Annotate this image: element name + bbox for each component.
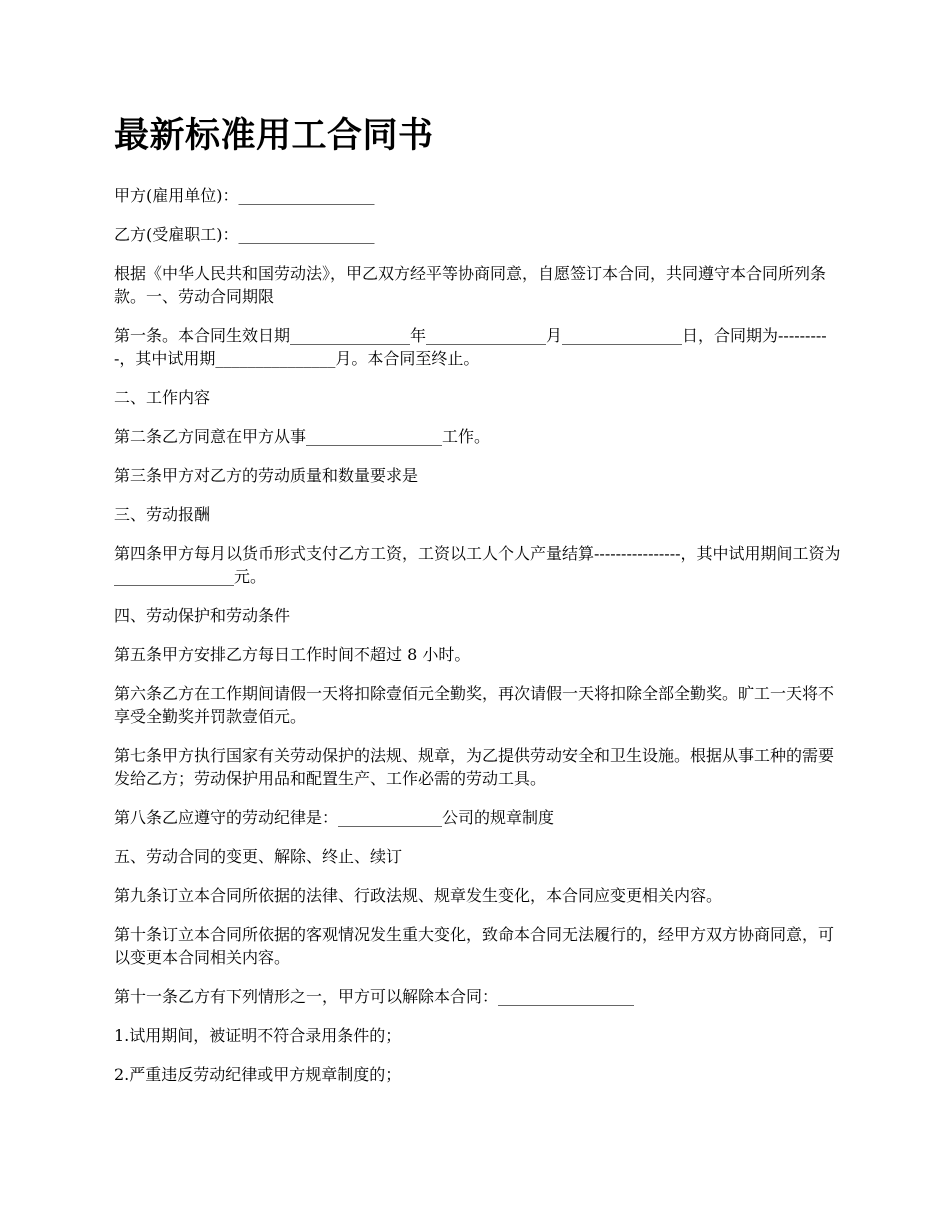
- article-4: 第四条甲方每月以货币形式支付乙方工资，工资以工人个人产量结算----------------，其中试用期间工资为_______________元。: [114, 544, 841, 586]
- list-item-1: 1.试用期间，被证明不符合录用条件的；: [114, 1026, 402, 1045]
- section-5-heading: 五、劳动合同的变更、解除、终止、续订: [114, 847, 403, 866]
- article-6: 第六条乙方在工作期间请假一天将扣除壹佰元全勤奖，再次请假一天将扣除全部全勤奖。旷工一天将不享受全勤奖并罚款壹佰元。: [114, 684, 835, 726]
- article-11: 第十一条乙方有下列情形之一，甲方可以解除本合同：_________________: [114, 987, 635, 1006]
- article-7: 第七条甲方执行国家有关劳动保护的法规、规章，为乙提供劳动安全和卫生设施。根据从事工种的需要发给乙方；劳动保护用品和配置生产、工作必需的劳动工具。: [114, 746, 835, 788]
- section-4-heading: 四、劳动保护和劳动条件: [114, 606, 291, 625]
- section-2-heading: 二、工作内容: [114, 388, 211, 407]
- section-3-heading: 三、劳动报酬: [114, 505, 211, 524]
- article-5: 第五条甲方安排乙方每日工作时间不超过 8 小时。: [114, 645, 471, 664]
- list-item-2: 2.严重违反劳动纪律或甲方规章制度的；: [114, 1065, 402, 1084]
- preamble-paragraph: 根据《中华人民共和国劳动法》，甲乙双方经平等协商同意，自愿签订本合同，共同遵守本合同所列条款。一、劳动合同期限: [114, 264, 827, 306]
- article-3: 第三条甲方对乙方的劳动质量和数量要求是: [114, 466, 419, 485]
- article-2: 第二条乙方同意在甲方从事_________________工作。: [114, 427, 491, 446]
- party-a-line: 甲方(雇用单位)：_________________: [114, 186, 375, 205]
- document-page: [114, 112, 844, 1102]
- document-title: 最新标准用工合同书: [114, 116, 434, 156]
- article-10: 第十条订立本合同所依据的客观情况发生重大变化，致命本合同无法履行的，经甲方双方协商同意，可以变更本合同相关内容。: [114, 925, 835, 967]
- party-b-line: 乙方(受雇职工)：_________________: [114, 225, 375, 244]
- article-1: 第一条。本合同生效日期_______________年_______________月_______________日，合同期为----------，其中试用期_______________月。本合同至终止。: [114, 326, 827, 368]
- article-9: 第九条订立本合同所依据的法律、行政法规、规章发生变化，本合同应变更相关内容。: [114, 886, 723, 905]
- article-8: 第八条乙应遵守的劳动纪律是：_____________公司的规章制度: [114, 808, 555, 827]
